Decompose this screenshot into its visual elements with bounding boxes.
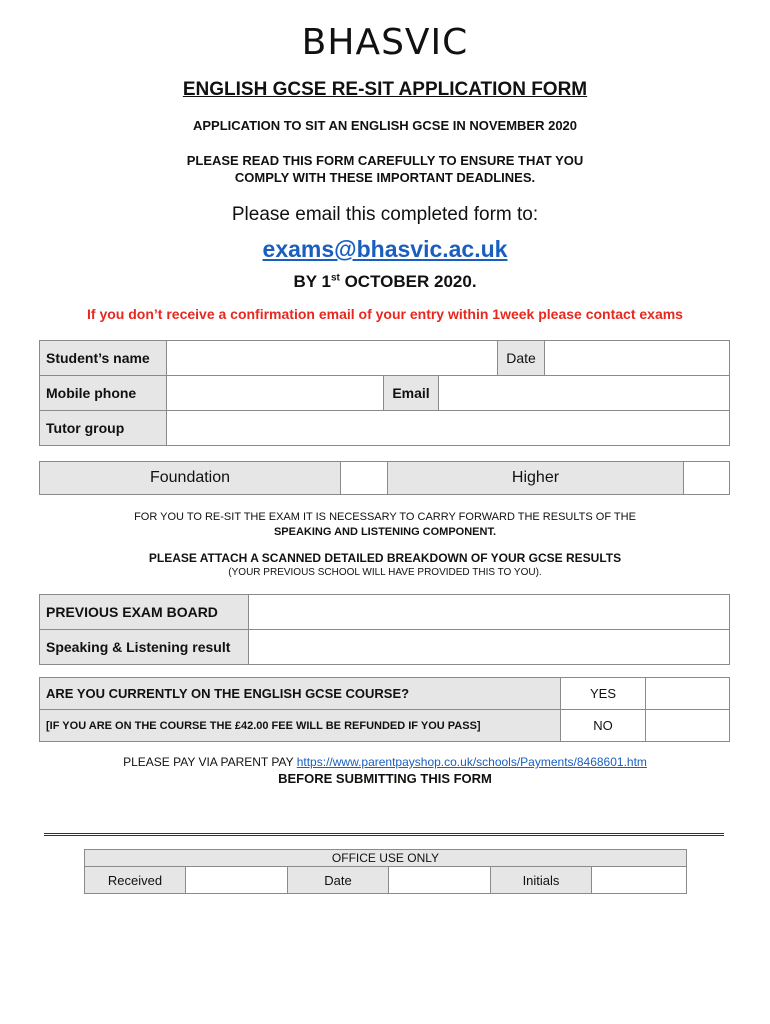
no-label: NO — [561, 710, 646, 742]
office-date-field[interactable] — [389, 867, 491, 894]
attach-results-note: PLEASE ATTACH A SCANNED DETAILED BREAKDOWN OF YOUR GCSE RESULTS — [148, 551, 622, 565]
tutor-group-label: Tutor group — [40, 411, 167, 446]
higher-label: Higher — [388, 462, 684, 495]
college-logo: BHASVIC — [301, 22, 469, 63]
student-name-field[interactable] — [167, 341, 498, 376]
office-use-title: OFFICE USE ONLY — [85, 850, 687, 867]
exams-email-link[interactable]: exams@bhasvic.ac.uk — [262, 236, 508, 262]
submission-deadline: BY 1st OCTOBER 2020. — [293, 272, 477, 291]
received-label: Received — [85, 867, 186, 894]
course-question: ARE YOU CURRENTLY ON THE ENGLISH GCSE COURSE? — [40, 678, 561, 710]
course-table — [39, 677, 730, 742]
received-field[interactable] — [186, 867, 288, 894]
tutor-table — [39, 410, 730, 446]
tutor-group-field[interactable] — [167, 411, 730, 446]
exam-board-label: PREVIOUS EXAM BOARD — [40, 595, 249, 630]
mobile-phone-field[interactable] — [167, 376, 384, 411]
refund-note: [IF YOU ARE ON THE COURSE THE £42.00 FEE WILL BE REFUNDED IF YOU PASS] — [40, 710, 561, 742]
speaking-listening-field[interactable] — [249, 630, 730, 665]
email-label: Email — [384, 376, 439, 411]
tier-table — [39, 461, 730, 495]
date-field[interactable] — [545, 341, 730, 376]
higher-checkbox[interactable] — [684, 462, 730, 495]
carry-forward-note: FOR YOU TO RE-SIT THE EXAM IT IS NECESSARY TO CARRY FORWARD THE RESULTS OF THE SPEAKING AND LISTENING COMPONENT. — [134, 511, 636, 538]
foundation-label: Foundation — [40, 462, 341, 495]
form-title: ENGLISH GCSE RE-SIT APPLICATION FORM — [182, 79, 588, 100]
contact-table — [39, 375, 730, 411]
divider-line — [44, 833, 724, 836]
form-subtitle: APPLICATION TO SIT AN ENGLISH GCSE IN NOVEMBER 2020 — [192, 118, 578, 133]
attach-results-subnote: (YOUR PREVIOUS SCHOOL WILL HAVE PROVIDED THIS TO YOU). — [228, 567, 542, 578]
exam-board-field[interactable] — [249, 595, 730, 630]
date-label: Date — [498, 341, 545, 376]
foundation-checkbox[interactable] — [341, 462, 388, 495]
initials-label: Initials — [491, 867, 592, 894]
office-date-label: Date — [288, 867, 389, 894]
yes-checkbox[interactable] — [646, 678, 730, 710]
initials-field[interactable] — [592, 867, 687, 894]
deadline-notice: PLEASE READ THIS FORM CAREFULLY TO ENSURE THAT YOU COMPLY WITH THESE IMPORTANT DEADLINES. — [186, 153, 584, 185]
student-name-label: Student’s name — [40, 341, 167, 376]
payment-instruction: PLEASE PAY VIA PARENT PAY https://www.parentpayshop.co.uk/schools/Payments/8468601.htm — [123, 755, 647, 769]
no-checkbox[interactable] — [646, 710, 730, 742]
before-submitting-note: BEFORE SUBMITTING THIS FORM — [278, 771, 492, 786]
email-prompt: Please email this completed form to: — [231, 204, 539, 225]
email-field[interactable] — [439, 376, 730, 411]
student-details-table — [39, 340, 730, 376]
office-use-table — [84, 849, 687, 894]
mobile-phone-label: Mobile phone — [40, 376, 167, 411]
yes-label: YES — [561, 678, 646, 710]
speaking-listening-label: Speaking & Listening result — [40, 630, 249, 665]
exam-table — [39, 594, 730, 665]
parentpay-link[interactable]: https://www.parentpayshop.co.uk/schools/Payments/8468601.htm — [296, 755, 647, 769]
confirmation-warning: If you don’t receive a confirmation email of your entry within 1week please contact exams — [87, 306, 683, 322]
